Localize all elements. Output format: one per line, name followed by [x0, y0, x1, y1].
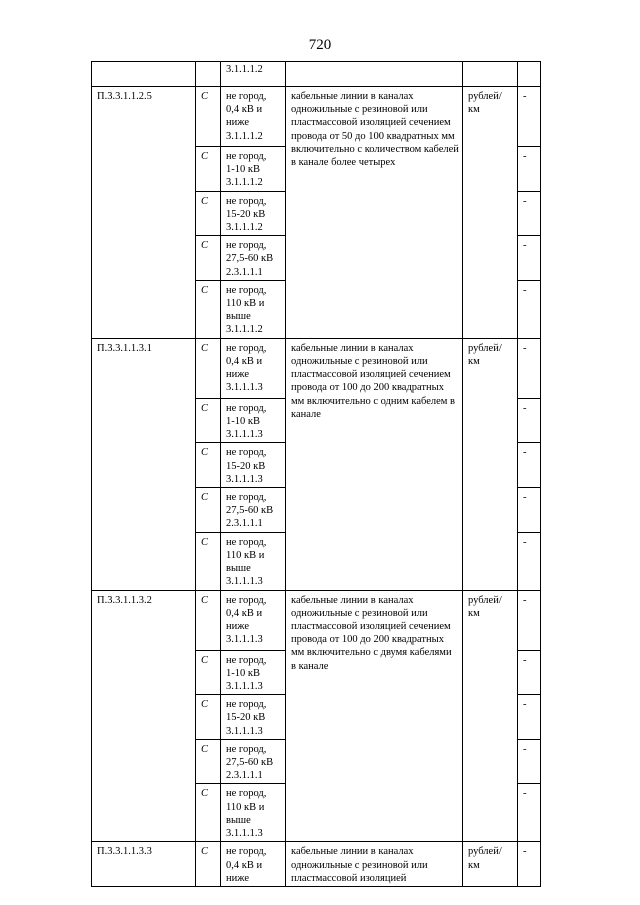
condition-line: 3.1.1.1.3	[226, 725, 263, 737]
condition-cell	[221, 488, 286, 533]
condition-line: 3.1.1.1.3	[226, 828, 263, 840]
condition-line: не город,	[226, 284, 267, 296]
unit-cell: рублей/ км	[463, 842, 518, 887]
condition-line: не город,	[226, 743, 267, 755]
value-cell: -	[518, 398, 541, 443]
condition-line: 2.3.1.1.1	[226, 518, 263, 530]
tariff-table-body	[92, 62, 541, 887]
condition-line: ниже	[226, 872, 250, 884]
value-cell: -	[518, 488, 541, 533]
condition-line: 0,4 кВ и	[226, 607, 263, 619]
condition-line: 110 кВ и	[226, 801, 265, 813]
s-cell: С	[196, 650, 221, 695]
condition-line: ниже	[226, 621, 250, 633]
condition-cell	[221, 191, 286, 236]
value-cell: -	[518, 650, 541, 695]
condition-line: 0,4 кВ и	[226, 356, 263, 368]
condition-line: 3.1.1.1.3	[226, 634, 263, 646]
condition-line: 1-10 кВ	[226, 416, 260, 428]
condition-line: 15-20 кВ	[226, 712, 266, 724]
value-cell: -	[518, 338, 541, 398]
page-number: 720	[308, 37, 332, 53]
condition-line: 3.1.1.1.3	[226, 576, 263, 588]
condition-line: 27,5-60 кВ	[226, 757, 274, 769]
condition-line: 3.1.1.1.2	[226, 177, 263, 189]
condition-line: не город,	[226, 342, 267, 354]
condition-line: не город,	[226, 788, 267, 800]
condition-cell	[221, 147, 286, 192]
description-cell	[286, 62, 463, 87]
s-cell: С	[196, 695, 221, 740]
condition-line: 3.1.1.1.3	[226, 429, 263, 441]
condition-line: не город,	[226, 447, 267, 459]
condition-line: 1-10 кВ	[226, 164, 260, 176]
condition-line: не город,	[226, 846, 267, 858]
code-cell: П.3.3.1.1.3.1	[92, 338, 196, 590]
table-row	[92, 842, 541, 887]
value-cell: -	[518, 532, 541, 590]
value-cell: -	[518, 147, 541, 192]
condition-line: 3.1.1.1.3	[226, 681, 263, 693]
condition-line: 15-20 кВ	[226, 460, 266, 472]
condition-line: 27,5-60 кВ	[226, 505, 274, 517]
condition-line: не город,	[226, 91, 267, 102]
s-cell: С	[196, 236, 221, 281]
value-cell	[518, 62, 541, 87]
value-cell: -	[518, 236, 541, 281]
value-cell: -	[518, 280, 541, 338]
condition-cell	[221, 280, 286, 338]
s-cell: С	[196, 147, 221, 192]
condition-line: выше	[226, 311, 251, 323]
value-cell: -	[518, 695, 541, 740]
unit-cell: рублей/ км	[463, 338, 518, 590]
condition-cell	[221, 842, 286, 887]
code-cell: П.3.3.1.1.3.3	[92, 842, 196, 887]
condition-cell	[221, 398, 286, 443]
condition-cell	[221, 532, 286, 590]
condition-cell	[221, 590, 286, 650]
unit-cell: рублей/ км	[463, 590, 518, 842]
value-cell: -	[518, 842, 541, 887]
condition-line: ниже	[226, 369, 250, 381]
condition-line: не город,	[226, 594, 267, 606]
condition-cell	[221, 650, 286, 695]
s-cell: С	[196, 842, 221, 887]
code-cell: П.3.3.1.1.2.5	[92, 87, 196, 339]
s-cell: С	[196, 338, 221, 398]
condition-line: 2.3.1.1.1	[226, 266, 263, 278]
condition-line: не город,	[226, 240, 267, 252]
s-cell: С	[196, 488, 221, 533]
s-cell: С	[196, 443, 221, 488]
condition-line: 3.1.1.1.3	[226, 382, 263, 394]
condition-line: не город,	[226, 536, 267, 548]
condition-line: 3.1.1.1.2	[226, 222, 263, 234]
value-cell: -	[518, 590, 541, 650]
condition-line: не город,	[226, 195, 267, 207]
code-cell: П.3.3.1.1.3.2	[92, 590, 196, 842]
condition-line: 3.1.1.1.2	[226, 324, 263, 336]
condition-line: 0,4 кВ и	[226, 859, 263, 871]
condition-line: 0,4 кВ и	[226, 104, 263, 116]
condition-cell	[221, 443, 286, 488]
condition-line: не город,	[226, 492, 267, 504]
condition-line: 3.1.1.1.3	[226, 473, 263, 485]
value-cell: -	[518, 443, 541, 488]
table-row	[92, 87, 541, 147]
condition-line: не город,	[226, 699, 267, 711]
description-cell: кабельные линии в каналах одножильные с резиновой или пластмассовой изоляцией	[286, 842, 463, 887]
condition-cell	[221, 695, 286, 740]
s-cell: С	[196, 87, 221, 147]
value-cell: -	[518, 191, 541, 236]
condition-line: 15-20 кВ	[226, 208, 266, 220]
condition-cell: 3.1.1.1.2	[221, 62, 286, 87]
condition-cell	[221, 338, 286, 398]
description-cell: кабельные линии в каналах одножильные с резиновой или пластмассовой изоляцией сечением провода от 100 до 200 квадратных мм включительно с одним кабелем в канале	[286, 338, 463, 590]
condition-cell	[221, 784, 286, 842]
condition-line: выше	[226, 814, 251, 826]
table-row	[92, 590, 541, 650]
condition-line: 110 кВ и	[226, 298, 265, 310]
condition-line: не город,	[226, 654, 267, 666]
s-cell: С	[196, 590, 221, 650]
condition-line: не город,	[226, 151, 267, 162]
condition-line: 110 кВ и	[226, 549, 265, 561]
value-cell: -	[518, 784, 541, 842]
condition-line: 27,5-60 кВ	[226, 253, 274, 265]
code-cell	[92, 62, 196, 87]
condition-line: 2.3.1.1.1	[226, 770, 263, 782]
condition-line: 1-10 кВ	[226, 667, 260, 679]
s-cell: С	[196, 280, 221, 338]
description-cell: кабельные линии в каналах одножильные с резиновой или пластмассовой изоляцией сечением провода от 50 до 100 квадратных мм включительно с количеством кабелей в канале более четырех	[286, 87, 463, 339]
s-cell	[196, 62, 221, 87]
condition-line: не город,	[226, 402, 267, 414]
table-row-continuation	[92, 62, 541, 87]
value-cell: -	[518, 739, 541, 784]
unit-cell: рублей/ км	[463, 87, 518, 339]
condition-line: выше	[226, 563, 251, 575]
tariff-table	[91, 61, 541, 887]
condition-cell	[221, 87, 286, 147]
table-row	[92, 338, 541, 398]
condition-cell	[221, 739, 286, 784]
condition-line: ниже	[226, 117, 250, 129]
value-cell: -	[518, 87, 541, 147]
condition-cell	[221, 236, 286, 281]
s-cell: С	[196, 191, 221, 236]
s-cell: С	[196, 739, 221, 784]
unit-cell	[463, 62, 518, 87]
condition-line: 3.1.1.1.2	[226, 130, 263, 142]
s-cell: С	[196, 532, 221, 590]
s-cell: С	[196, 784, 221, 842]
s-cell: С	[196, 398, 221, 443]
description-cell: кабельные линии в каналах одножильные с резиновой или пластмассовой изоляцией сечением провода от 100 до 200 квадратных мм включительно с двумя кабелями в канале	[286, 590, 463, 842]
